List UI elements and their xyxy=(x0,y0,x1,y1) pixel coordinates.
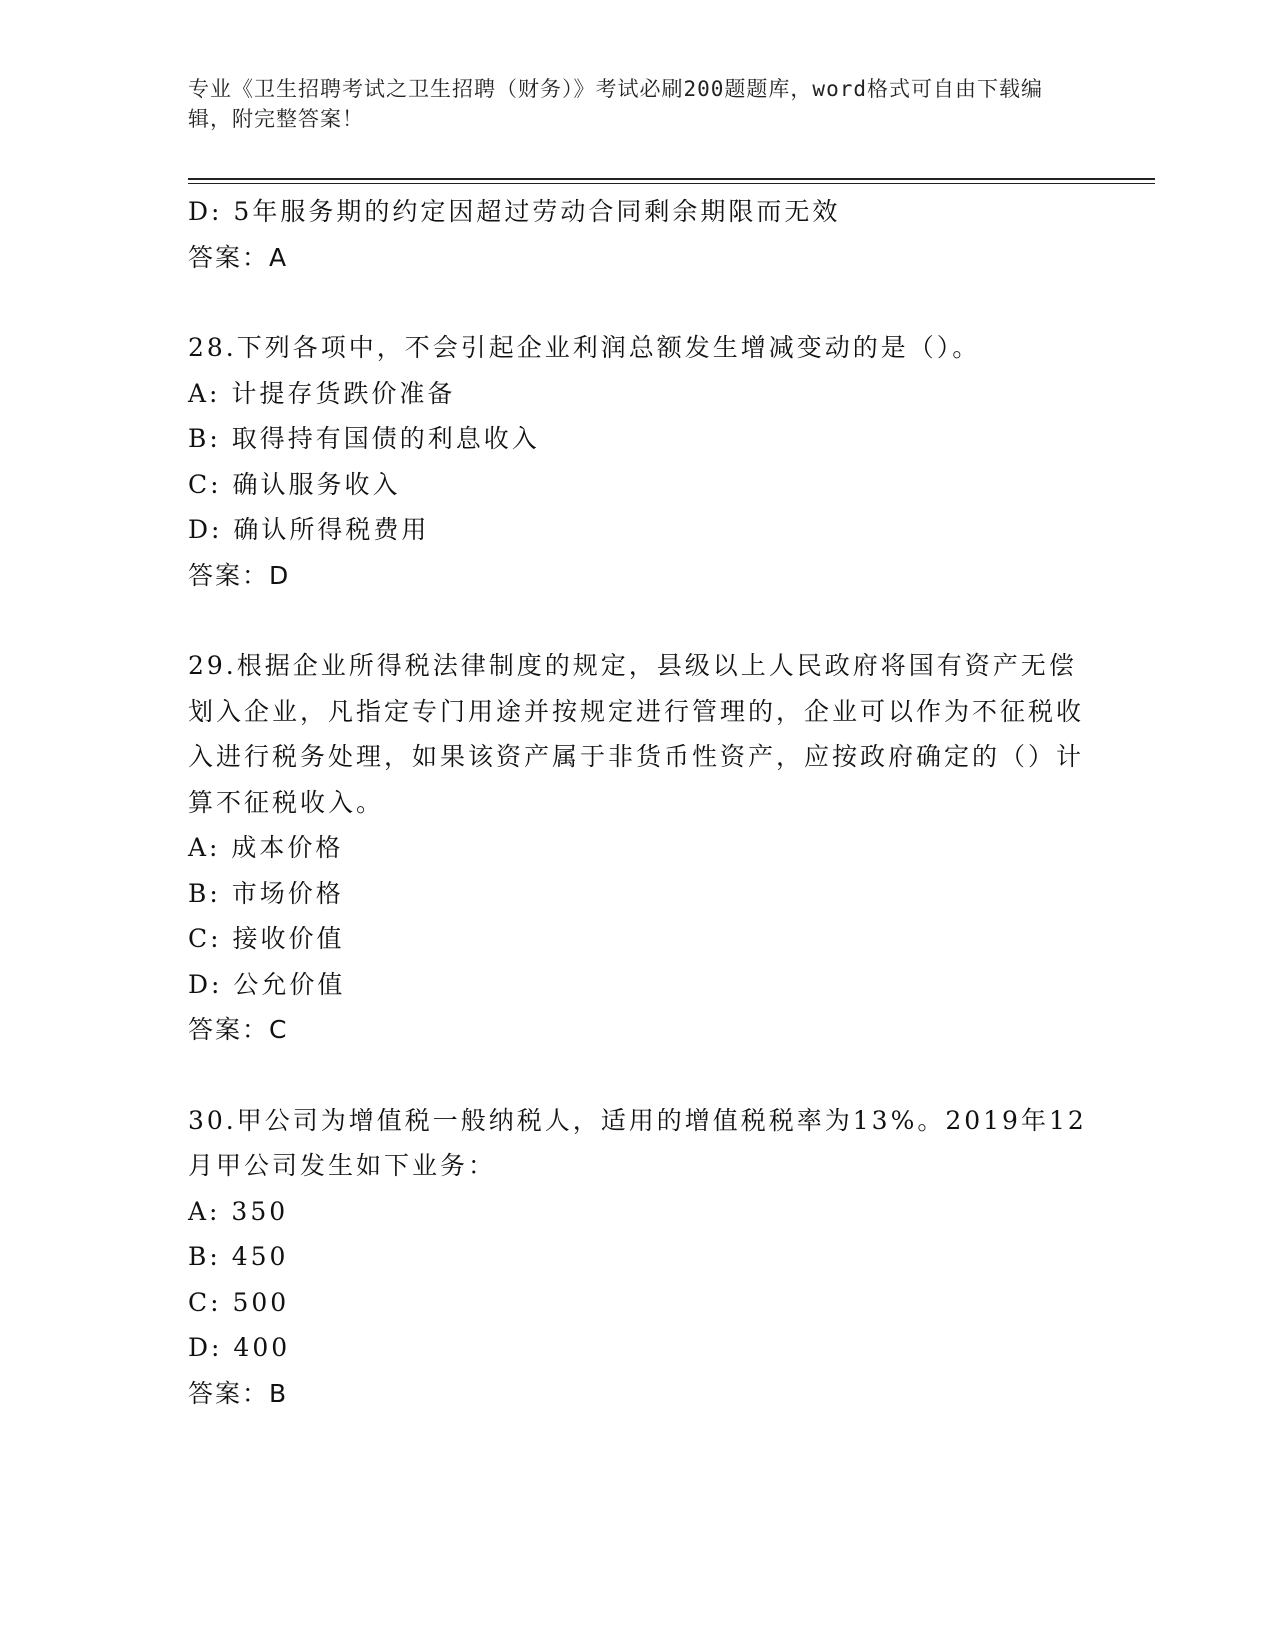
question-spacer xyxy=(188,280,1088,325)
option-a: A: 成本价格 xyxy=(188,833,344,862)
question-spacer xyxy=(188,598,1088,643)
option-a: A: 计提存货跌价准备 xyxy=(188,378,456,408)
question-28 xyxy=(188,325,1088,598)
option-c: C: 500 xyxy=(188,1287,290,1317)
question-stem: 30.甲公司为增值税一般纳税人，适用的增值税税率为13%。2019年12月甲公司发生如下业务： xyxy=(188,1105,1087,1180)
answer: 答案：B xyxy=(188,1378,289,1408)
question-stem: 28.下列各项中，不会引起企业利润总额发生增减变动的是（）。 xyxy=(188,333,981,362)
header-divider-thick xyxy=(188,178,1155,180)
option-b: B: 市场价格 xyxy=(188,878,344,908)
option-a: A: 350 xyxy=(188,1196,289,1226)
continued-option-d: D: 5年服务期的约定因超过劳动合同剩余期限而无效 xyxy=(188,197,841,226)
option-d: D: 确认所得税费用 xyxy=(188,515,430,544)
option-c: C: 确认服务收入 xyxy=(188,469,401,499)
continued-answer: 答案：A xyxy=(188,242,289,272)
question-29 xyxy=(188,643,1088,1053)
option-b: B: 450 xyxy=(188,1242,289,1271)
option-d: D: 400 xyxy=(188,1333,291,1362)
option-d: D: 公允价值 xyxy=(188,969,346,999)
answer: 答案：C xyxy=(188,1015,289,1044)
option-b: B: 取得持有国债的利息收入 xyxy=(188,424,540,453)
question-spacer xyxy=(188,1053,1088,1098)
header-divider-thin xyxy=(188,183,1155,184)
answer: 答案：D xyxy=(188,560,291,590)
question-list xyxy=(188,189,1088,1416)
question-30 xyxy=(188,1098,1088,1417)
question-stem: 29.根据企业所得税法律制度的规定，县级以上人民政府将国有资产无偿划入企业，凡指定专门用途并按规定进行管理的，企业可以作为不征税收入进行税务处理，如果该资产属于非货币性资产，应按政府确定的（）计算不征税收入。 xyxy=(188,651,1085,817)
option-c: C: 接收价值 xyxy=(188,924,345,953)
document-header: 专业《卫生招聘考试之卫生招聘（财务）》考试必刷200题题库，word格式可自由下载编辑，附完整答案！ xyxy=(188,77,1043,131)
